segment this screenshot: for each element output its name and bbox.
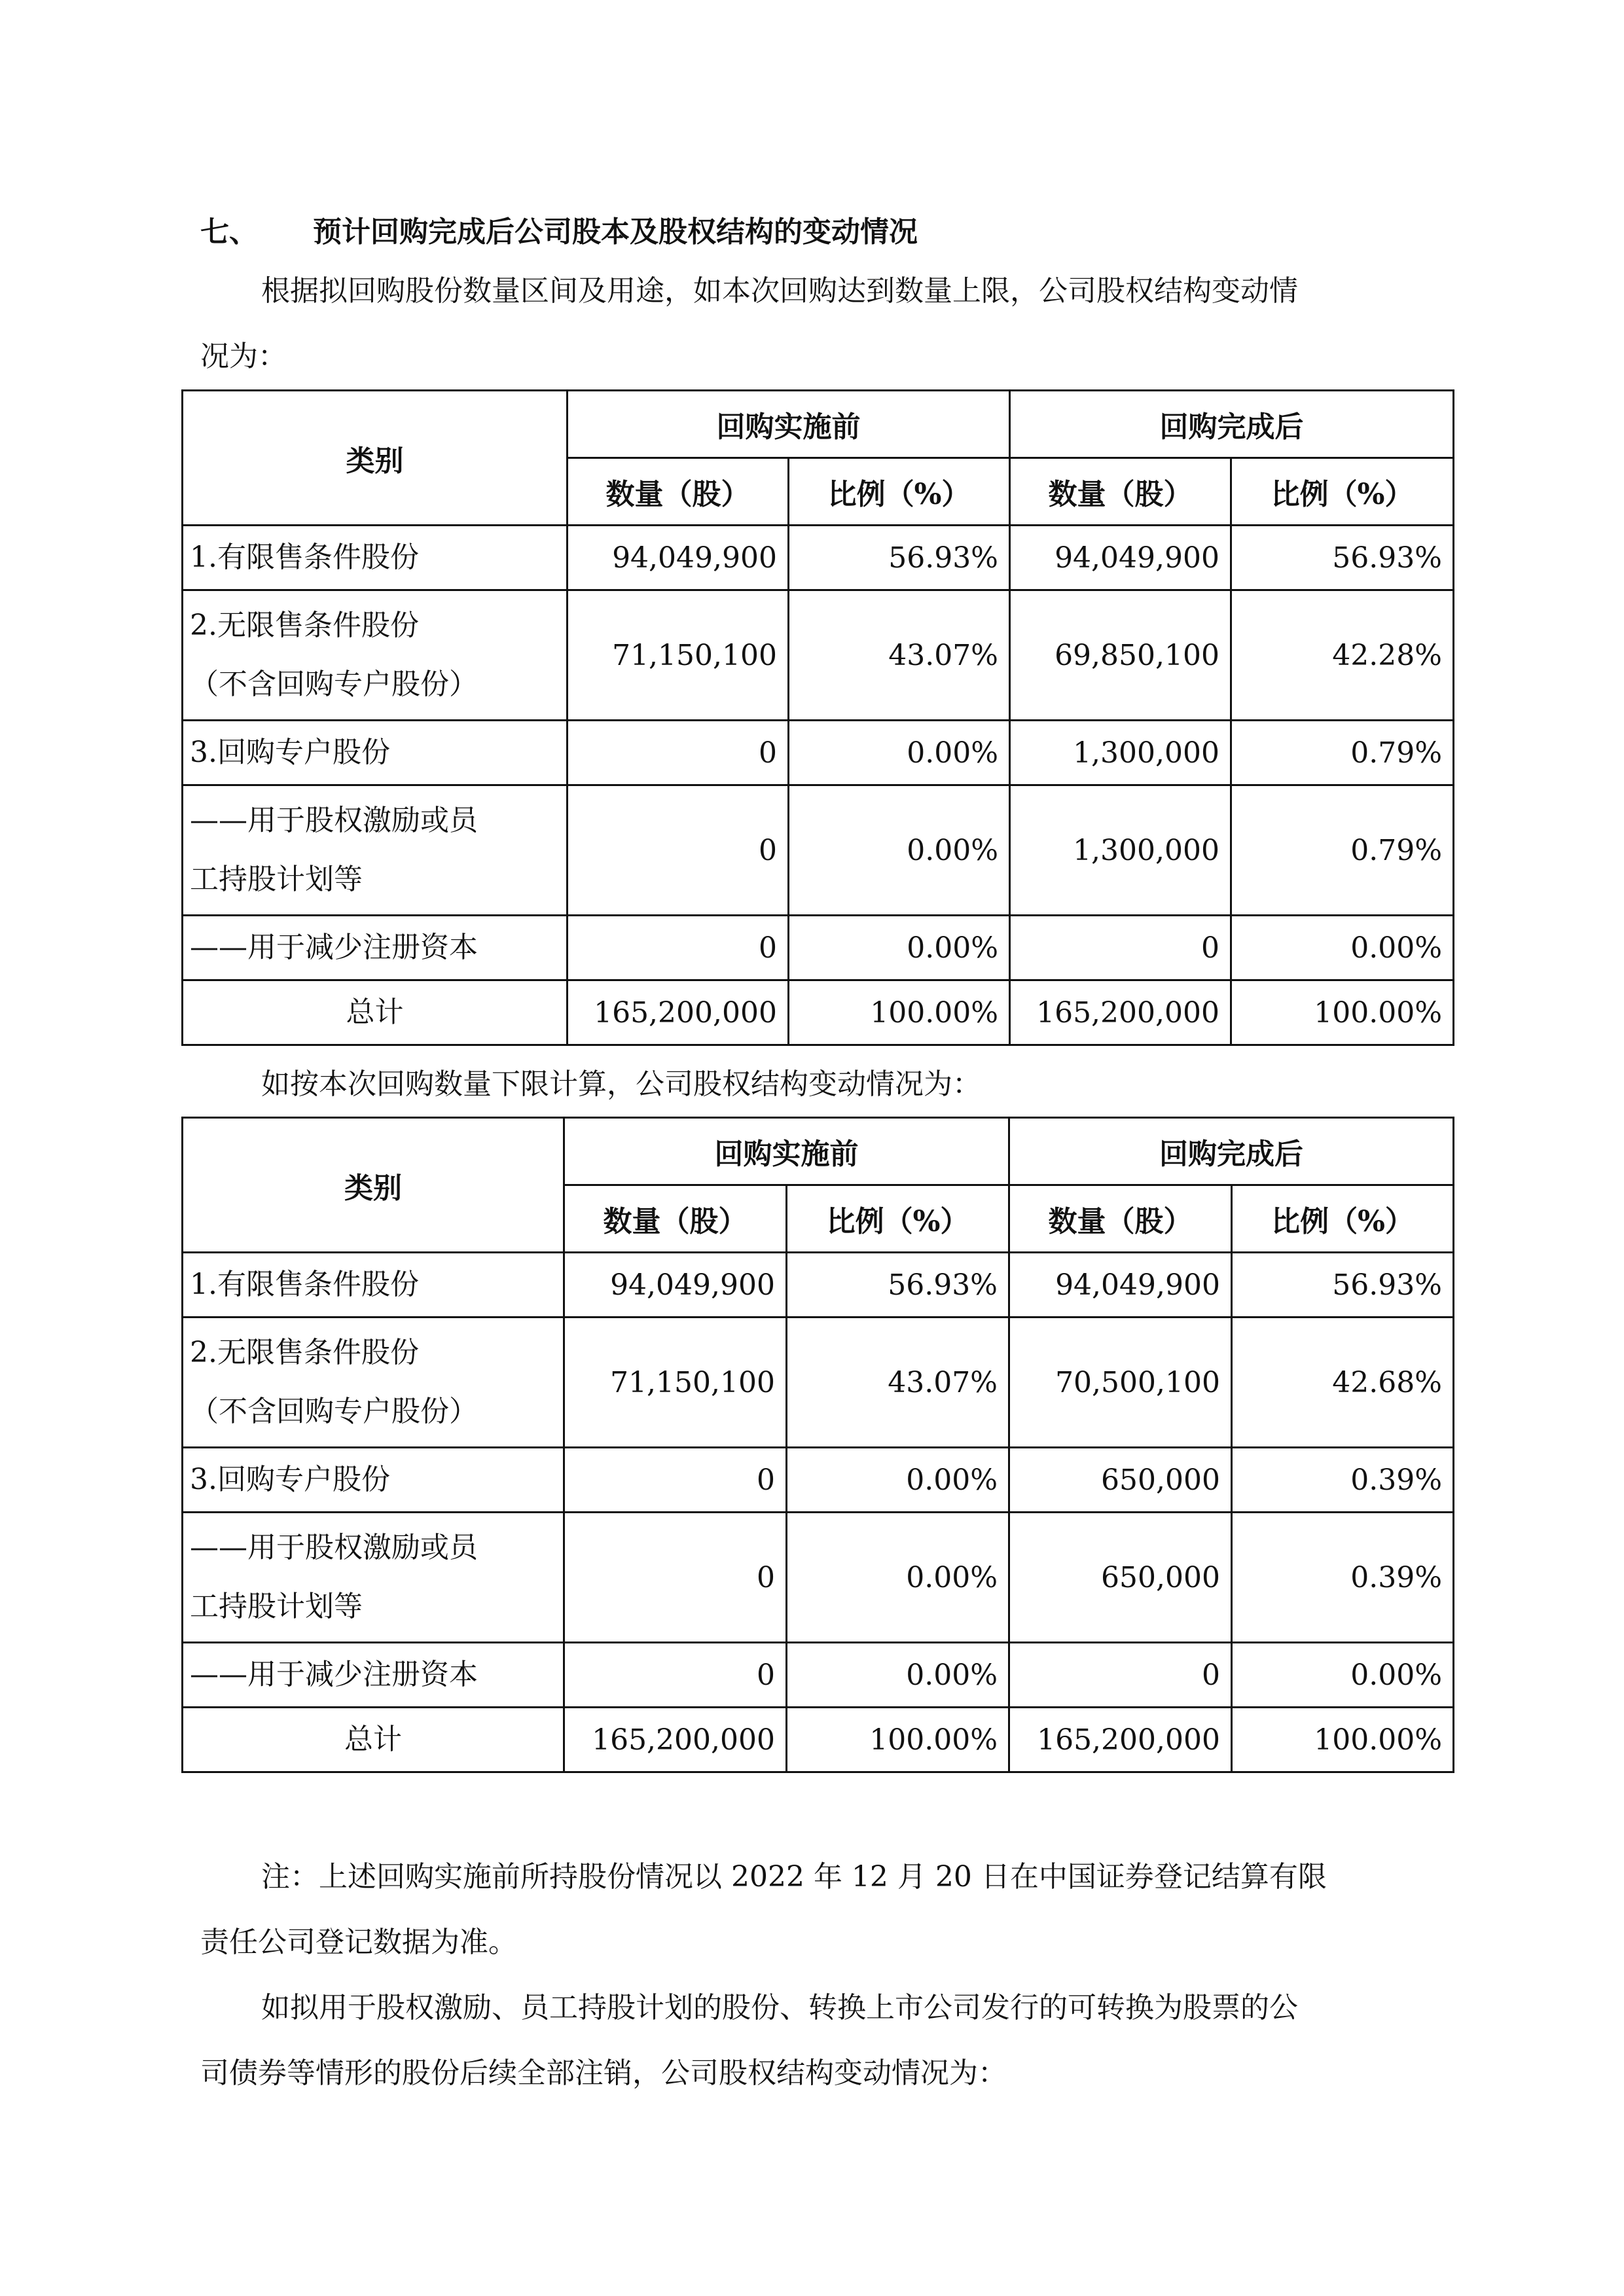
before-ratio: 0.00% [789, 721, 1010, 785]
table-row [183, 1253, 1454, 1318]
row-label [183, 980, 568, 1045]
header-category: 类别 [183, 391, 568, 526]
before-ratio: 56.93% [787, 1253, 1009, 1318]
before-ratio: 0.00% [789, 785, 1010, 916]
row-label-line: 1.有限售条件股份 [190, 1268, 419, 1301]
before-ratio: 0.00% [787, 1643, 1009, 1708]
header-before-ratio: 比例（%） [789, 458, 1010, 526]
row-label-line: 总计 [344, 1723, 402, 1756]
before-ratio: 43.07% [787, 1318, 1009, 1448]
header-after-quantity: 数量（股） [1009, 1185, 1232, 1253]
table-row [183, 1513, 1454, 1643]
row-label-line: ——用于股权激励或员 [190, 1531, 478, 1564]
after-ratio: 0.00% [1232, 1643, 1454, 1708]
after-quantity: 1,300,000 [1010, 785, 1231, 916]
after-ratio: 0.39% [1232, 1513, 1454, 1643]
row-label-line: 工持股计划等 [190, 1590, 363, 1623]
row-label-line: ——用于减少注册资本 [190, 1658, 478, 1691]
header-after: 回购完成后 [1010, 391, 1454, 458]
after-quantity: 0 [1009, 1643, 1232, 1708]
after-ratio: 0.00% [1231, 916, 1454, 980]
header-before: 回购实施前 [564, 1118, 1009, 1185]
before-ratio: 0.00% [787, 1448, 1009, 1513]
note-line1: 注：上述回购实施前所持股份情况以 2022 年 12 月 20 日在中国证券登记结算有限 [261, 1860, 1327, 1893]
header-before: 回购实施前 [568, 391, 1010, 458]
table-row [183, 526, 1454, 590]
section-number: 七、 [200, 215, 258, 249]
after-ratio: 42.68% [1232, 1318, 1454, 1448]
before-quantity: 0 [564, 1448, 787, 1513]
row-label [183, 1513, 564, 1643]
closing-line2: 司债券等情形的股份后续全部注销，公司股权结构变动情况为： [200, 2056, 1007, 2090]
closing-line1: 如拟用于股权激励、员工持股计划的股份、转换上市公司发行的可转换为股票的公 [261, 1991, 1298, 2024]
intro-upper-line2: 况为： [200, 340, 287, 373]
after-quantity: 69,850,100 [1010, 590, 1231, 721]
after-ratio: 0.39% [1232, 1448, 1454, 1513]
before-quantity: 94,049,900 [564, 1253, 787, 1318]
row-label-line: （不含回购专户股份） [190, 668, 478, 701]
before-quantity: 0 [568, 785, 789, 916]
header-category: 类别 [183, 1118, 564, 1253]
before-ratio: 56.93% [789, 526, 1010, 590]
header-after: 回购完成后 [1009, 1118, 1454, 1185]
row-label [183, 1448, 564, 1513]
after-quantity: 94,049,900 [1009, 1253, 1232, 1318]
after-ratio: 56.93% [1232, 1253, 1454, 1318]
after-ratio: 56.93% [1231, 526, 1454, 590]
before-ratio: 0.00% [789, 916, 1010, 980]
header-after-quantity: 数量（股） [1010, 458, 1231, 526]
intro-upper-line1: 根据拟回购股份数量区间及用途，如本次回购达到数量上限，公司股权结构变动情 [261, 274, 1298, 308]
table-row [183, 721, 1454, 785]
after-ratio: 100.00% [1232, 1708, 1454, 1772]
header-after-ratio: 比例（%） [1231, 458, 1454, 526]
after-quantity: 650,000 [1009, 1448, 1232, 1513]
after-ratio: 100.00% [1231, 980, 1454, 1045]
shareholding-table-lower-limit [181, 1117, 1454, 1773]
after-quantity: 70,500,100 [1009, 1318, 1232, 1448]
before-quantity: 0 [564, 1513, 787, 1643]
table-row [183, 1643, 1454, 1708]
before-ratio: 100.00% [789, 980, 1010, 1045]
row-label-line: 2.无限售条件股份 [190, 609, 419, 642]
before-quantity: 165,200,000 [568, 980, 789, 1045]
after-ratio: 42.28% [1231, 590, 1454, 721]
row-label-line: 3.回购专户股份 [190, 736, 390, 769]
header-before-ratio: 比例（%） [787, 1185, 1009, 1253]
before-ratio: 43.07% [789, 590, 1010, 721]
row-label-line: 2.无限售条件股份 [190, 1336, 419, 1369]
after-quantity: 165,200,000 [1009, 1708, 1232, 1772]
before-quantity: 165,200,000 [564, 1708, 787, 1772]
before-quantity: 0 [568, 916, 789, 980]
header-before-quantity: 数量（股） [568, 458, 789, 526]
row-label [183, 1253, 564, 1318]
before-ratio: 100.00% [787, 1708, 1009, 1772]
header-after-ratio: 比例（%） [1232, 1185, 1454, 1253]
table-row-total [183, 1708, 1454, 1772]
row-label [183, 785, 568, 916]
row-label-line: （不含回购专户股份） [190, 1395, 478, 1428]
row-label-line: 3.回购专户股份 [190, 1463, 390, 1496]
row-label [183, 1643, 564, 1708]
table-row [183, 1318, 1454, 1448]
after-quantity: 1,300,000 [1010, 721, 1231, 785]
after-quantity: 650,000 [1009, 1513, 1232, 1643]
row-label-line: 工持股计划等 [190, 863, 363, 896]
row-label [183, 1708, 564, 1772]
table-row-total [183, 980, 1454, 1045]
row-label [183, 1318, 564, 1448]
after-quantity: 165,200,000 [1010, 980, 1231, 1045]
row-label-line: ——用于股权激励或员 [190, 804, 478, 837]
row-label-line: 总计 [346, 996, 404, 1029]
table-row [183, 916, 1454, 980]
header-before-quantity: 数量（股） [564, 1185, 787, 1253]
table-row [183, 1448, 1454, 1513]
row-label [183, 916, 568, 980]
before-ratio: 0.00% [787, 1513, 1009, 1643]
shareholding-table-upper-limit [181, 389, 1454, 1046]
before-quantity: 71,150,100 [568, 590, 789, 721]
after-ratio: 0.79% [1231, 785, 1454, 916]
row-label [183, 526, 568, 590]
after-quantity: 0 [1010, 916, 1231, 980]
row-label [183, 721, 568, 785]
after-quantity: 94,049,900 [1010, 526, 1231, 590]
table-row [183, 785, 1454, 916]
before-quantity: 0 [564, 1643, 787, 1708]
before-quantity: 71,150,100 [564, 1318, 787, 1448]
row-label-line: 1.有限售条件股份 [190, 541, 419, 574]
before-quantity: 94,049,900 [568, 526, 789, 590]
intro-lower: 如按本次回购数量下限计算，公司股权结构变动情况为： [261, 1067, 981, 1101]
before-quantity: 0 [568, 721, 789, 785]
section-title: 预计回购完成后公司股本及股权结构的变动情况 [313, 215, 918, 249]
after-ratio: 0.79% [1231, 721, 1454, 785]
row-label-line: ——用于减少注册资本 [190, 931, 478, 964]
row-label [183, 590, 568, 721]
note-line2: 责任公司登记数据为准。 [200, 1926, 517, 1959]
table-row [183, 590, 1454, 721]
